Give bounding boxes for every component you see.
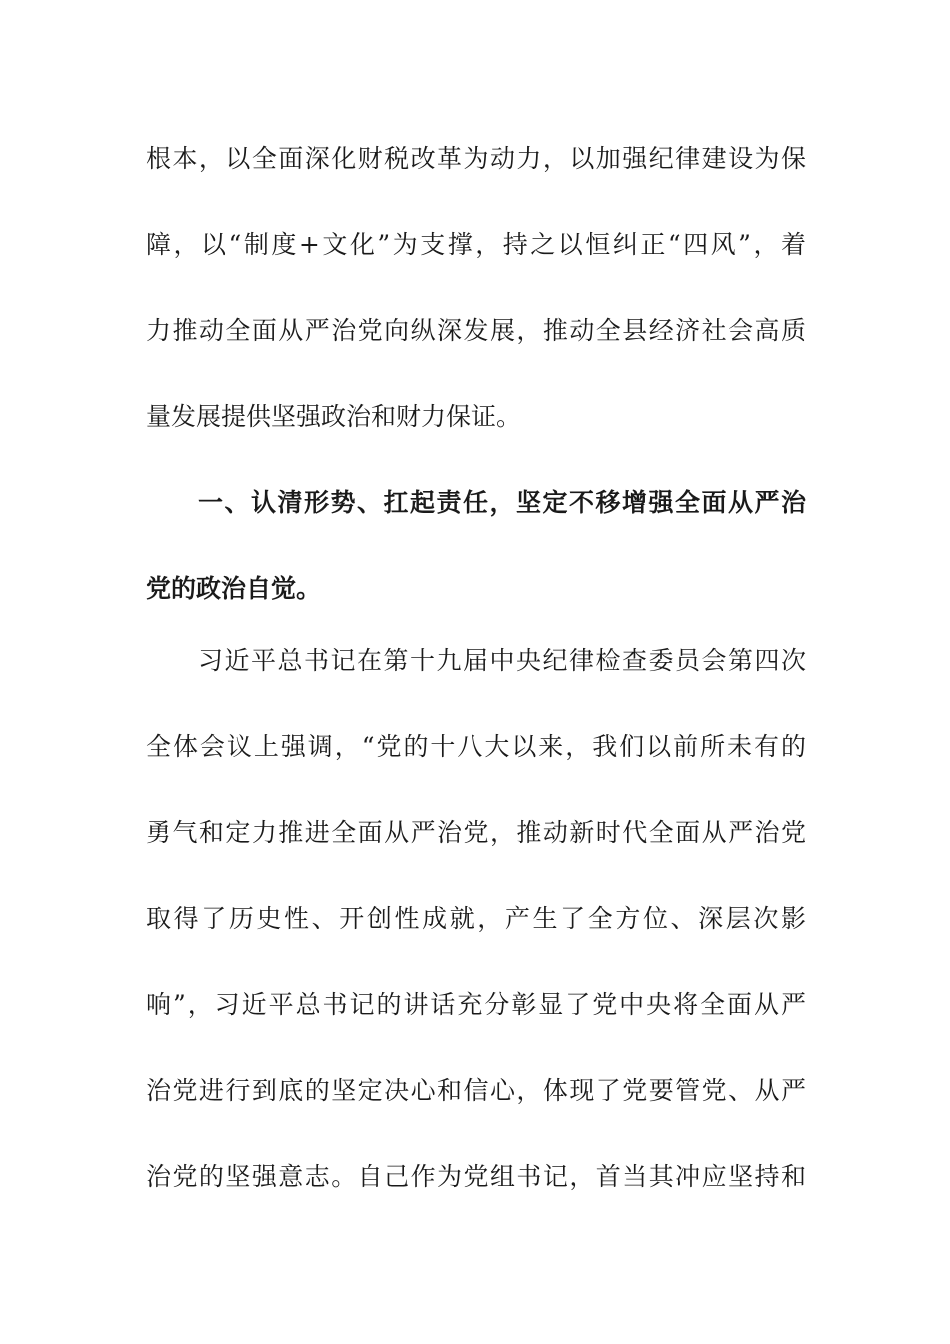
text-line: 根本，以全面深化财税改革为动力，以加强纪律建设为保: [146, 144, 806, 173]
section-heading: 党的政治自觉。: [146, 574, 322, 603]
paragraph-line: 勇气和定力推进全面从严治党，推动新时代全面从严治党: [146, 818, 806, 847]
paragraph-line: 全体会议上强调，“党的十八大以来，我们以前所未有的: [146, 732, 806, 761]
text-line: 障，以“制度+文化”为支撑，持之以恒纠正“四风”，着: [146, 230, 806, 259]
text-line: 量发展提供坚强政治和财力保证。: [146, 402, 522, 431]
text-line: 力推动全面从严治党向纵深发展，推动全县经济社会高质: [146, 316, 806, 345]
paragraph-line: 治党的坚强意志。自己作为党组书记，首当其冲应坚持和: [146, 1162, 806, 1191]
paragraph-line: 响”，习近平总书记的讲话充分彰显了党中央将全面从严: [146, 990, 806, 1019]
paragraph-line: 治党进行到底的坚定决心和信心，体现了党要管党、从严: [146, 1076, 806, 1105]
paragraph-line: 习近平总书记在第十九届中央纪律检查委员会第四次: [198, 646, 806, 675]
paragraph-line: 取得了历史性、开创性成就，产生了全方位、深层次影: [146, 904, 806, 933]
section-heading: 一、认清形势、扛起责任，坚定不移增强全面从严治: [198, 488, 806, 517]
